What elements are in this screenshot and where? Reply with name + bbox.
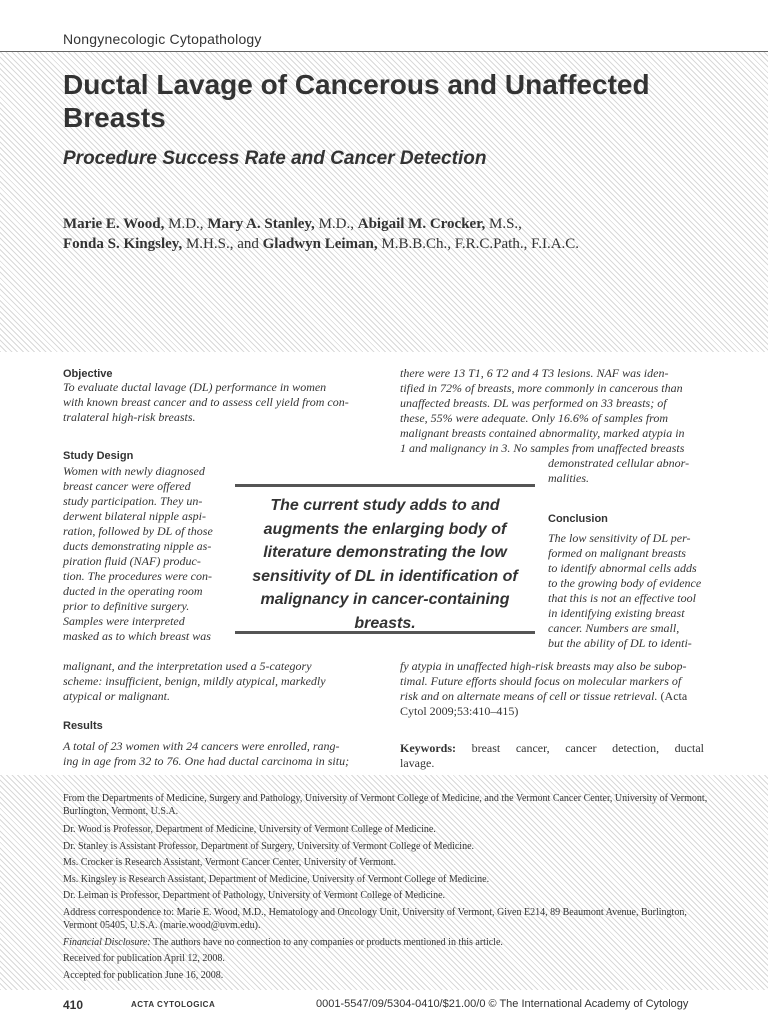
text-line: study participation. They un- bbox=[63, 494, 203, 508]
conclusion-text-cont bbox=[400, 659, 704, 719]
author-credentials: M.S., bbox=[485, 216, 522, 232]
accepted-note: Accepted for publication June 16, 2008. bbox=[63, 970, 224, 981]
results-text-narrow bbox=[548, 456, 704, 486]
author-credentials: M.D., bbox=[164, 216, 208, 232]
text-line: tion. The procedures were con- bbox=[63, 569, 212, 583]
article-subtitle: Procedure Success Rate and Cancer Detection bbox=[63, 148, 487, 169]
study-design-heading: Study Design bbox=[63, 450, 134, 462]
citation: (Acta bbox=[660, 689, 688, 703]
author-list bbox=[63, 214, 723, 254]
text-line: scheme: insufficient, benign, mildly atypical, markedly bbox=[63, 674, 326, 688]
pull-quote-rule-top bbox=[235, 484, 535, 487]
conclusion-heading: Conclusion bbox=[548, 513, 608, 525]
correspondence-note: Address correspondence to: Marie E. Wood, M.D., Hematology and Oncology Unit, University of Vermont, Given E214, 89 Beaumont Avenue, Burlington, Vermont 05405, U.S.A. (marie.wood@uvm.edu). bbox=[63, 907, 687, 931]
objective-text bbox=[63, 380, 365, 425]
received-note: Received for publication April 12, 2008. bbox=[63, 953, 225, 964]
text-line: piration fluid (NAF) produc- bbox=[63, 554, 201, 568]
disclosure-text: The authors have no connection to any companies or products mentioned in this article. bbox=[150, 937, 503, 948]
objective-heading: Objective bbox=[63, 368, 113, 380]
results-text-cont bbox=[400, 366, 704, 456]
author-name: Abigail M. Crocker, bbox=[357, 216, 486, 232]
text-line: there were 13 T1, 6 T2 and 4 T3 lesions. NAF was iden- bbox=[400, 366, 669, 380]
section-label: Nongynecologic Cytopathology bbox=[63, 31, 262, 47]
text-line: atypical or malignant. bbox=[63, 689, 170, 703]
author-credentials: M.H.S., and bbox=[182, 236, 263, 252]
top-rule bbox=[0, 51, 768, 52]
affiliation-note: From the Departments of Medicine, Surgery and Pathology, University of Vermont College of Medicine, and the Vermont Cancer Center, University of Vermont, Burlington, Vermont, U.S.A. bbox=[63, 793, 708, 817]
results-heading: Results bbox=[63, 720, 103, 732]
text-line: that this is not an effective tool bbox=[548, 591, 696, 605]
author-credentials: M.B.B.Ch., F.R.C.Path., F.I.A.C. bbox=[377, 236, 580, 252]
text-line: to the growing body of evidence bbox=[548, 576, 702, 590]
author-name: Mary A. Stanley, bbox=[207, 216, 315, 232]
text-line: ducts demonstrating nipple as- bbox=[63, 539, 212, 553]
text-line: Women with newly diagnosed bbox=[63, 464, 205, 478]
pull-quote-text: The current study adds to and augments the enlarging body of literature demonstrating the low sensitivity of DL in identification of malignancy in cancer-containing breasts. bbox=[252, 497, 518, 632]
text-line: masked as to which breast was bbox=[63, 629, 211, 643]
keywords-label: Keywords: bbox=[400, 741, 456, 755]
author-name: Marie E. Wood, bbox=[63, 216, 165, 232]
affiliation-note: Ms. Kingsley is Research Assistant, Department of Medicine, University of Vermont College of Medicine. bbox=[63, 874, 490, 885]
keywords bbox=[400, 741, 704, 771]
text-line: formed on malignant breasts bbox=[548, 546, 686, 560]
study-design-text-cont bbox=[63, 659, 365, 704]
affiliation-note: Dr. Stanley is Assistant Professor, Department of Surgery, University of Vermont College of Medicine. bbox=[63, 841, 475, 852]
text-line: malignant breasts contained abnormality, marked atypia in bbox=[400, 426, 685, 440]
text-line: malities. bbox=[548, 471, 589, 485]
affiliation-note: Dr. Wood is Professor, Department of Medicine, University of Vermont College of Medicine. bbox=[63, 824, 436, 835]
text-line-part: risk and on alternate means of cell or tissue retrieval. bbox=[400, 689, 658, 703]
study-design-text bbox=[63, 464, 223, 644]
keywords-text-cont: lavage. bbox=[400, 756, 435, 770]
author-name: Fonda S. Kingsley, bbox=[63, 236, 183, 252]
doi-copyright: 0001-5547/09/5304-0410/$21.00/0 © The International Academy of Cytology bbox=[316, 998, 689, 1010]
author-credentials: M.D., bbox=[314, 216, 358, 232]
text-line: unaffected breasts. DL was performed on 33 breasts; of bbox=[400, 396, 667, 410]
article-title: Ductal Lavage of Cancerous and Unaffected Breasts bbox=[63, 69, 650, 133]
text-line: breast cancer were offered bbox=[63, 479, 191, 493]
text-line: in identifying existing breast bbox=[548, 606, 685, 620]
text-line: To evaluate ductal lavage (DL) performance in women bbox=[63, 380, 327, 394]
text-line: The low sensitivity of DL per- bbox=[548, 531, 691, 545]
journal-name: ACTA CYTOLOGICA bbox=[131, 1000, 216, 1009]
text-line: but the ability of DL to identi- bbox=[548, 636, 692, 650]
text-line: fy atypia in unaffected high-risk breasts may also be subop- bbox=[400, 659, 687, 673]
text-line: tified in 72% of breasts, more commonly in cancerous than bbox=[400, 381, 683, 395]
disclosure-note bbox=[63, 937, 713, 950]
keywords-text: breast cancer, cancer detection, ductal bbox=[471, 741, 705, 755]
text-line: 1 and malignancy in 3. No samples from unaffected breasts bbox=[400, 441, 685, 455]
pull-quote bbox=[235, 484, 535, 634]
text-line: prior to definitive surgery. bbox=[63, 599, 190, 613]
author-name: Gladwyn Leiman, bbox=[262, 236, 378, 252]
text-line: tralateral high-risk breasts. bbox=[63, 410, 196, 424]
text-line: cancer. Numbers are small, bbox=[548, 621, 680, 635]
text-line bbox=[400, 689, 704, 704]
text-line: these, 55% were adequate. Only 16.6% of samples from bbox=[400, 411, 669, 425]
text-line: with known breast cancer and to assess cell yield from con- bbox=[63, 395, 349, 409]
pull-quote-rule-bottom bbox=[235, 631, 535, 634]
citation: Cytol 2009;53:410–415) bbox=[400, 704, 519, 718]
text-line: ing in age from 32 to 76. One had ductal carcinoma in situ; bbox=[63, 754, 350, 768]
text-line: Samples were interpreted bbox=[63, 614, 185, 628]
text-line: derwent bilateral nipple aspi- bbox=[63, 509, 206, 523]
results-text bbox=[63, 739, 365, 769]
text-line: ration, followed by DL of those bbox=[63, 524, 213, 538]
affiliation-note: Ms. Crocker is Research Assistant, Vermont Cancer Center, University of Vermont. bbox=[63, 857, 397, 868]
text-line: ducted in the operating room bbox=[63, 584, 203, 598]
text-line: demonstrated cellular abnor- bbox=[548, 456, 690, 470]
affiliation-note: Dr. Leiman is Professor, Department of Pathology, University of Vermont College of Medicine. bbox=[63, 890, 446, 901]
text-line: A total of 23 women with 24 cancers were enrolled, rang- bbox=[63, 739, 340, 753]
conclusion-text bbox=[548, 531, 704, 651]
page-number: 410 bbox=[63, 998, 84, 1012]
text-line: to identify abnormal cells adds bbox=[548, 561, 697, 575]
text-line: timal. Future efforts should focus on molecular markers of bbox=[400, 674, 682, 688]
disclosure-label: Financial Disclosure: bbox=[63, 937, 151, 948]
text-line: malignant, and the interpretation used a 5-category bbox=[63, 659, 312, 673]
